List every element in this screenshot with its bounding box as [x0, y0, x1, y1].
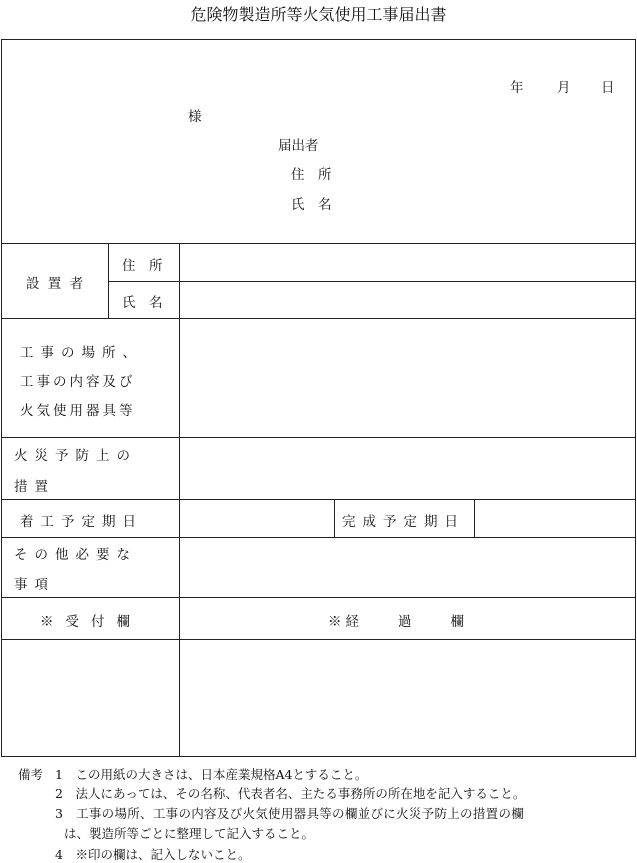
date-year-label: 年 — [510, 80, 524, 96]
note-3: 3 工事の場所、工事の内容及び火気使用器具等の欄並びに火災予防上の措置の欄 — [55, 806, 525, 821]
fire-label-line1: 火災予防上の — [14, 448, 137, 464]
work-label-line3: 火気使用器具等 — [20, 403, 136, 419]
installer-address-label: 住 所 — [122, 258, 163, 274]
note-1: 1 この用紙の大きさは、日本産業規格A4とすること。 — [55, 767, 368, 782]
notifier-address-label: 住 所 — [291, 167, 332, 183]
date-month-label: 月 — [557, 80, 571, 96]
divider-other-bottom — [1, 597, 636, 598]
divider-installer-bottom — [1, 318, 636, 319]
divider-fire-bottom — [1, 499, 636, 500]
note-3-continued: は、製造所等ごとに整理して記入すること。 — [64, 826, 315, 841]
work-label-line1: 工事の場所、 — [20, 345, 143, 361]
other-label-line2: 事項 — [14, 577, 55, 593]
other-label-line1: その他必要な — [14, 547, 137, 563]
divider-stamp-header-bottom — [1, 639, 636, 640]
divider-installer-middle — [108, 281, 636, 282]
divider-completion-date — [474, 499, 475, 537]
document-title: 危険物製造所等火気使用工事届出書 — [190, 5, 447, 24]
note-2: 2 法人にあっては、その名称、代表者名、主たる事務所の所在地を記入すること。 — [55, 786, 526, 801]
notifier-label: 届出者 — [278, 138, 319, 154]
start-date-label: 着工予定期日 — [20, 514, 143, 530]
installer-label: 設 置 者 — [26, 276, 86, 292]
work-label-line2: 工事の内容及び — [20, 374, 136, 390]
installer-name-label: 氏 名 — [122, 295, 163, 311]
divider-installer-vertical — [108, 243, 109, 318]
note-4: 4 ※印の欄は、記入しないこと。 — [55, 847, 251, 862]
divider-label-column — [179, 243, 180, 757]
progress-column-header: ※経 過 欄 — [328, 614, 468, 630]
date-day-label: 日 — [601, 80, 615, 96]
notes-heading: 備考 — [18, 767, 44, 782]
addressee-suffix: 様 — [188, 109, 202, 125]
divider-dates-bottom — [1, 537, 636, 538]
reception-column-header: ※受付欄 — [40, 614, 142, 630]
divider-header-bottom — [1, 243, 636, 244]
fire-label-line2: 措置 — [14, 479, 55, 495]
notifier-name-label: 氏 名 — [291, 197, 332, 213]
divider-start-date — [334, 499, 335, 537]
completion-date-label: 完成予定期日 — [342, 514, 465, 530]
divider-work-bottom — [1, 437, 636, 438]
